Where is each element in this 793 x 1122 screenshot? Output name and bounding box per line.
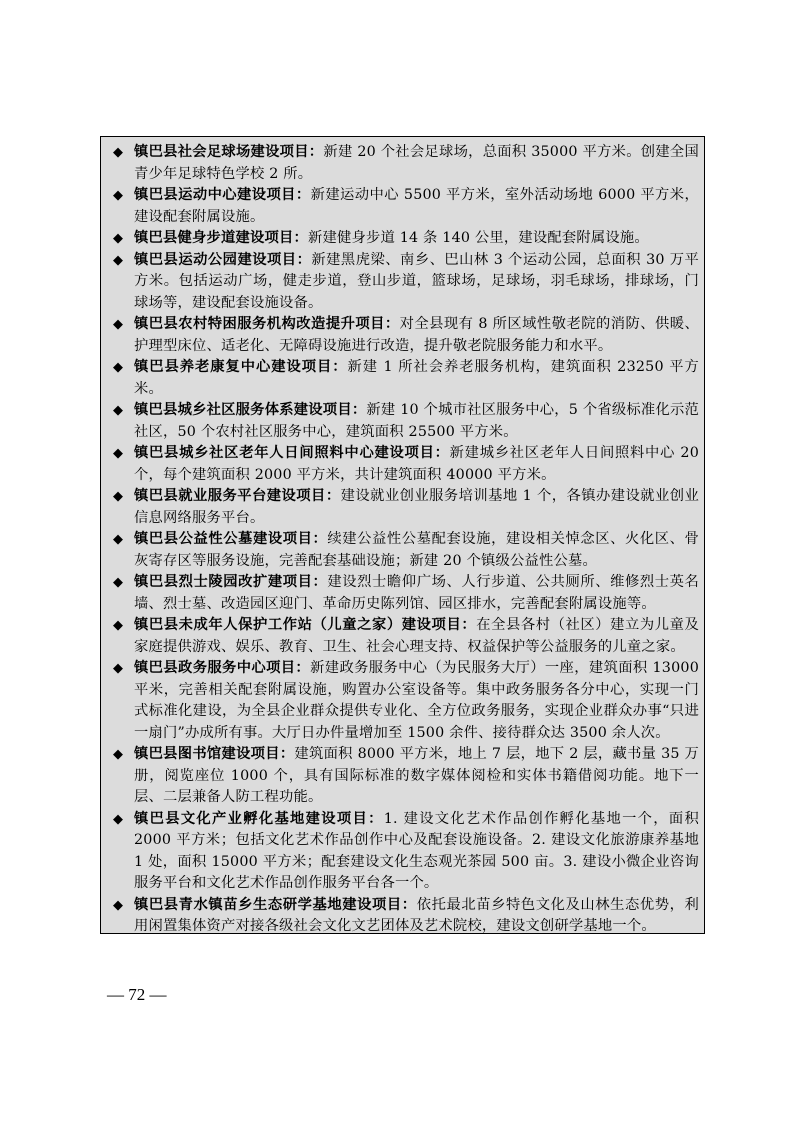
diamond-bullet-icon: ◆ [113,252,124,268]
project-description: 新建运动中心 5500 平方米，室外活动场地 6000 平方米，建设配套附属设施。 [134,187,699,225]
project-description: 新建 20 个社会足球场，总面积 35000 平方米。创建全国青少年足球特色学校 2 所。 [134,144,699,182]
diamond-bullet-icon: ◆ [113,188,124,203]
diamond-bullet-icon: ◆ [113,360,124,375]
project-title: 镇巴县文化产业孵化基地建设项目： [134,810,384,827]
diamond-bullet-icon: ◆ [113,403,124,418]
project-description: 新建 10 个城市社区服务中心，5 个省级标准化示范社区，50 个农村社区服务中心，建筑面积 25500 平方米。 [134,402,700,440]
project-item [109,615,699,658]
project-title: 镇巴县公益性公墓建设项目： [134,531,328,547]
project-item [109,572,699,615]
project-description: 新建健身步道 14 条 140 公里，建设配套附属设施。 [307,230,649,246]
project-item [109,357,699,400]
project-description: 依托最北苗乡特色文化及山林生态优势，利用闲置集体资产对接各级社会文化文艺团体及艺术院校，建设文创研学基地一个。 [134,896,699,934]
diamond-bullet-icon: ◆ [113,317,124,332]
project-description: 在全县各村（社区）建立为儿童及家庭提供游戏、娱乐、教育、卫生、社会心理支持、权益保护等公益服务的儿童之家。 [134,617,699,655]
project-item [109,185,699,228]
project-description: 1. 建设文化艺术作品创作孵化基地一个，面积 2000 平方米；包括文化艺术作品创作中心及配套设施设备。2. 建设文化旅游康养基地 1 处，面积 15000 平方米；配套建设文化生态观光茶园 500 亩。3. 建设小微企业咨询服务平台和文化艺术作品创作服务平台各一个。 [134,810,699,891]
project-item [109,486,699,529]
diamond-bullet-icon: ◆ [113,811,124,827]
project-description: 新建 1 所社会养老服务机构，建筑面积 23250 平方米。 [134,359,699,397]
project-item [109,658,699,744]
diamond-bullet-icon: ◆ [113,489,124,504]
project-title: 镇巴县城乡社区服务体系建设项目： [134,402,367,418]
project-description: 新建黑虎梁、南乡、巴山林 3 个运动公园，总面积 30 万平方米。包括运动广场，健走步道，登山步道，篮球场，足球场，羽毛球场，排球场，门球场等，建设配套设施设备。 [134,251,699,311]
project-title: 镇巴县健身步道建设项目： [134,230,308,246]
diamond-bullet-icon: ◆ [113,747,124,762]
project-description: 续建公益性公墓配套设施，建设相关悼念区、火化区、骨灰寄存区等服务设施，完善配套基础设施；新建 20 个镇级公益性公墓。 [134,531,699,569]
diamond-bullet-icon: ◆ [113,446,124,461]
project-item [109,895,699,938]
project-title: 镇巴县养老康复中心建设项目： [134,359,348,375]
project-title: 镇巴县社会足球场建设项目： [134,144,324,160]
project-item [109,443,699,486]
project-description: 建设烈士瞻仰广场、人行步道、公共厕所、维修烈士英名墙、烈士墓、改造园区迎门、革命历史陈列馆、园区排水，完善配套附属设施等。 [134,574,699,612]
diamond-bullet-icon: ◆ [113,231,124,246]
diamond-bullet-icon: ◆ [113,575,124,590]
project-item [109,809,699,895]
project-item [109,314,699,357]
project-list-box [100,136,705,934]
project-description: 建筑面积 8000 平方米，地上 7 层，地下 2 层，藏书量 35 万册，阅览座位 1000 个，具有国际标准的数字媒体阅检和实体书籍借阅功能。地下一层、二层兼备人防工程功能。 [134,746,700,805]
project-description: 对全县现有 8 所区域性敬老院的消防、供暖、护理型床位、适老化、无障碍设施进行改造，提升敬老院服务能力和水平。 [134,316,699,354]
diamond-bullet-icon: ◆ [113,661,124,676]
project-description: 新建城乡社区老年人日间照料中心 20 个，每个建筑面积 2000 平方米，共计建筑面积 40000 平方米。 [134,445,699,483]
project-item [109,744,699,809]
project-title: 镇巴县就业服务平台建设项目： [134,488,341,504]
diamond-bullet-icon: ◆ [113,145,124,160]
project-title: 镇巴县城乡社区老年人日间照料中心建设项目： [134,445,450,461]
project-title: 镇巴县运动中心建设项目： [134,187,311,203]
project-title: 镇巴县农村特困服务机构改造提升项目： [134,316,400,332]
project-item [109,400,699,443]
project-title: 镇巴县烈士陵园改扩建项目： [134,574,328,590]
project-title: 镇巴县未成年人保护工作站（儿童之家）建设项目： [134,617,477,633]
project-title: 镇巴县图书馆建设项目： [134,746,295,762]
project-item [109,250,699,315]
diamond-bullet-icon: ◆ [113,897,124,913]
project-description: 建设就业创业服务培训基地 1 个，各镇办建设就业创业信息网络服务平台。 [134,488,699,526]
project-title: 镇巴县运动公园建设项目： [134,251,312,268]
project-item [109,228,699,250]
project-title: 镇巴县政务服务中心项目： [134,660,311,676]
page-number: — 72 — [107,985,167,1004]
project-item [109,529,699,572]
project-description: 新建政务服务中心（为民服务大厅）一座，建筑面积 13000 平米，完善相关配套附属设施，购置办公室设备等。集中政务服务各分中心，实现一门式标准化建设，为全县企业群众提供专业化、全方位政务服务，实现企业群众办事“只进一扇门”办成所有事。大厅日办件量增加至 1500 余件、接待群众达 3500 余人次。 [134,660,699,741]
project-item [109,142,699,185]
diamond-bullet-icon: ◆ [113,618,124,633]
diamond-bullet-icon: ◆ [113,532,124,547]
project-title: 镇巴县青水镇苗乡生态研学基地建设项目： [134,896,417,913]
